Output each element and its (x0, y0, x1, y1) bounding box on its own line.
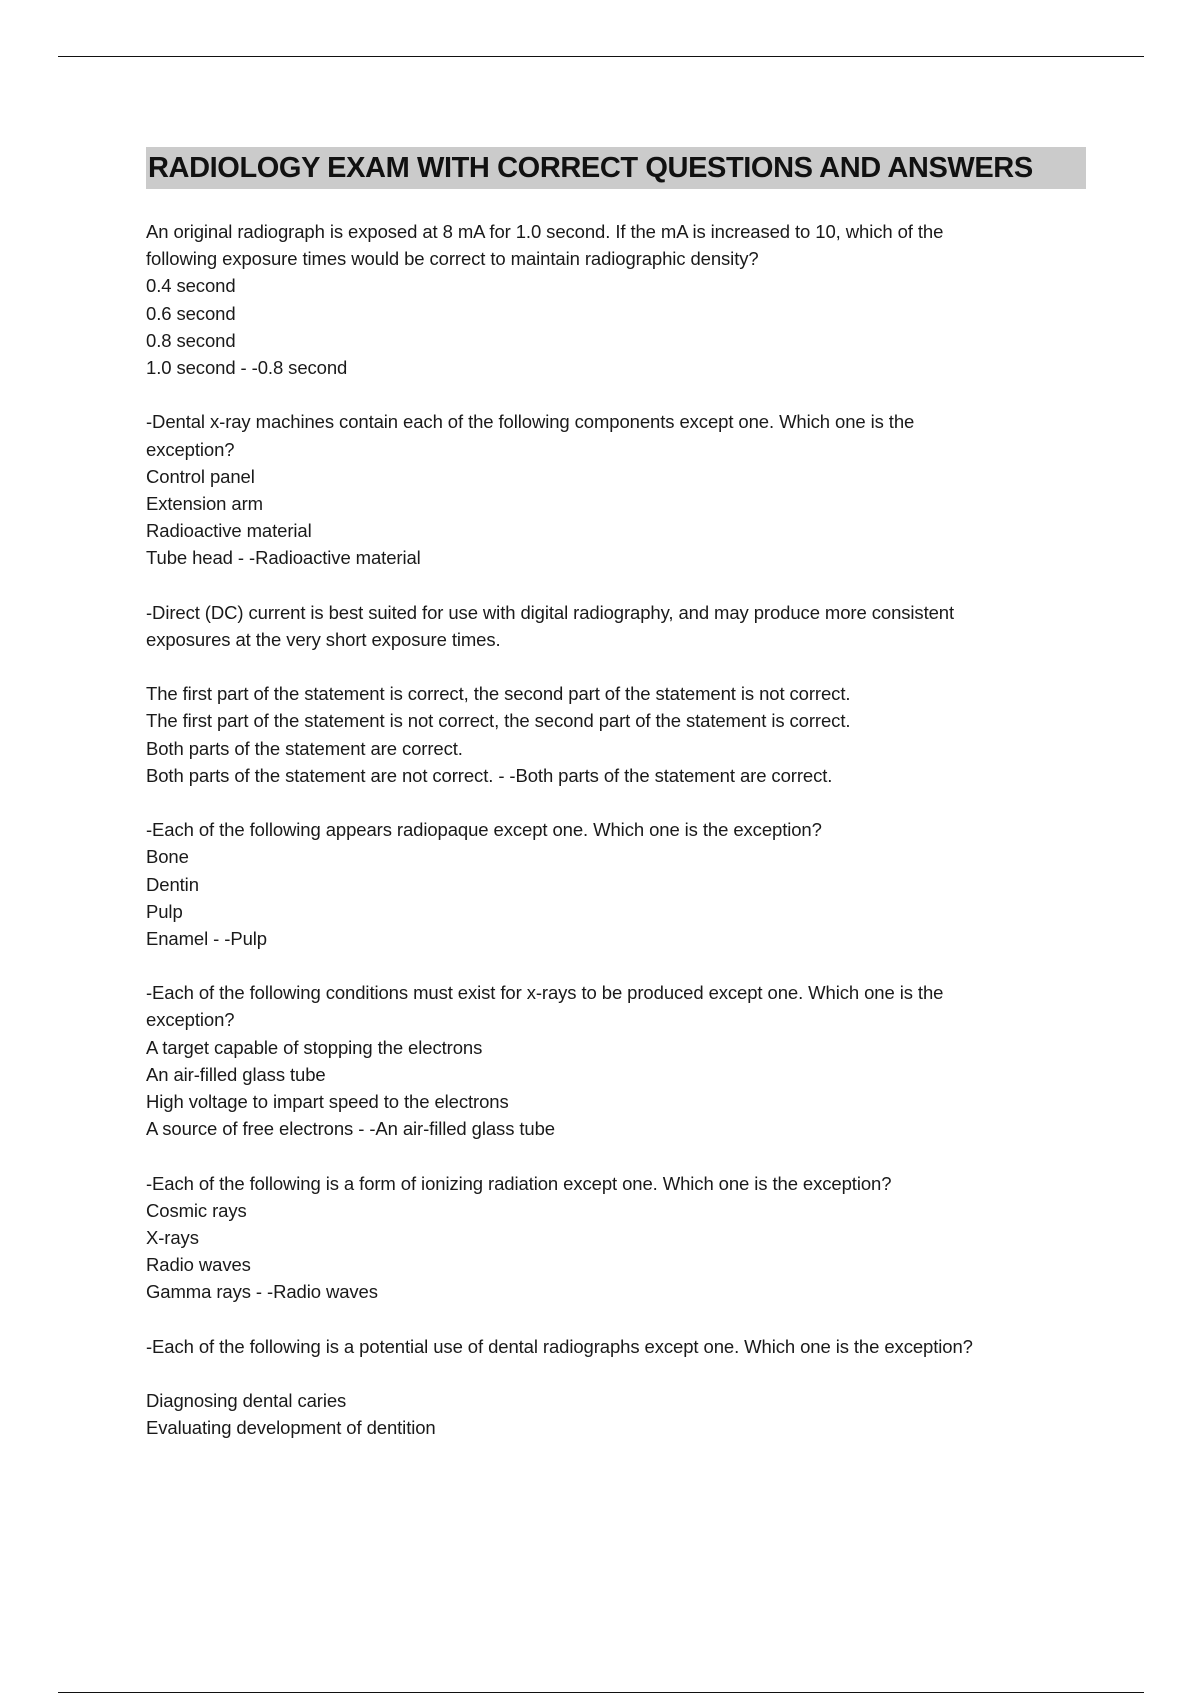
text-line: An original radiograph is exposed at 8 mA for 1.0 second. If the mA is increased to 10, which of the (146, 221, 944, 242)
document-body (146, 218, 1106, 1441)
text-line: -Each of the following conditions must exist for x-rays to be produced except one. Which one is the (146, 982, 944, 1004)
blank-line (146, 381, 1106, 408)
text-line: -Each of the following is a form of ionizing radiation except one. Which one is the exception? (146, 1172, 892, 1194)
text-line: 0.4 second (146, 275, 236, 297)
text-line: Pulp (146, 900, 183, 922)
title-highlight (146, 147, 1086, 189)
blank-line (146, 653, 1106, 680)
text-line: Bone (146, 846, 189, 868)
blank-line (146, 571, 1106, 598)
text-line: An air-filled glass tube (146, 1063, 326, 1085)
text-line: following exposure times would be correct to maintain radiographic density? (146, 248, 759, 270)
text-line: exception? (146, 1009, 235, 1031)
text-line: Diagnosing dental caries (146, 1390, 347, 1412)
text-line: 1.0 second - -0.8 second (146, 356, 348, 378)
blank-line (146, 1360, 1106, 1387)
text-line: Evaluating development of dentition (146, 1417, 436, 1439)
text-line: Both parts of the statement are not correct. - -Both parts of the statement are correct. (146, 764, 833, 786)
text-line: Radioactive material (146, 520, 312, 542)
text-line: 0.6 second (146, 302, 236, 324)
header-rule (58, 56, 1144, 57)
text-line: Both parts of the statement are correct. (146, 737, 463, 759)
text-line: -Dental x-ray machines contain each of the following components except one. Which one is the (146, 411, 915, 433)
text-line: -Each of the following is a potential use of dental radiographs except one. Which one is the exception? (146, 1335, 973, 1357)
text-line: The first part of the statement is correct, the second part of the statement is not correct. (146, 683, 851, 705)
footer-rule (58, 1692, 1144, 1693)
text-line: Cosmic rays (146, 1199, 247, 1221)
blank-line (146, 1306, 1106, 1333)
text-line: Control panel (146, 465, 255, 487)
text-line: The first part of the statement is not correct, the second part of the statement is correct. (146, 710, 851, 732)
text-line: High voltage to impart speed to the electrons (146, 1091, 509, 1112)
text-line: Enamel - -Pulp (146, 927, 267, 949)
blank-line (146, 952, 1106, 979)
text-line: 0.8 second (146, 329, 236, 351)
text-line: Gamma rays - -Radio waves (146, 1281, 378, 1303)
text-line: A source of free electrons - -An air-filled glass tube (146, 1118, 555, 1140)
text-line: Extension arm (146, 492, 263, 514)
blank-line (146, 1142, 1106, 1169)
document-title: RADIOLOGY EXAM WITH CORRECT QUESTIONS AND ANSWERS (148, 152, 1033, 184)
text-line: -Each of the following appears radiopaque except one. Which one is the exception? (146, 819, 822, 841)
text-line: exception? (146, 438, 235, 460)
text-line: X-rays (146, 1226, 199, 1248)
text-line: Tube head - -Radioactive material (146, 547, 421, 569)
text-line: exposures at the very short exposure times. (146, 628, 501, 650)
blank-line (146, 789, 1106, 816)
text-line: Dentin (146, 873, 199, 895)
text-line: -Direct (DC) current is best suited for use with digital radiography, and may produce more consistent (146, 601, 955, 623)
text-line: Radio waves (146, 1254, 251, 1276)
text-line: A target capable of stopping the electrons (146, 1036, 483, 1058)
